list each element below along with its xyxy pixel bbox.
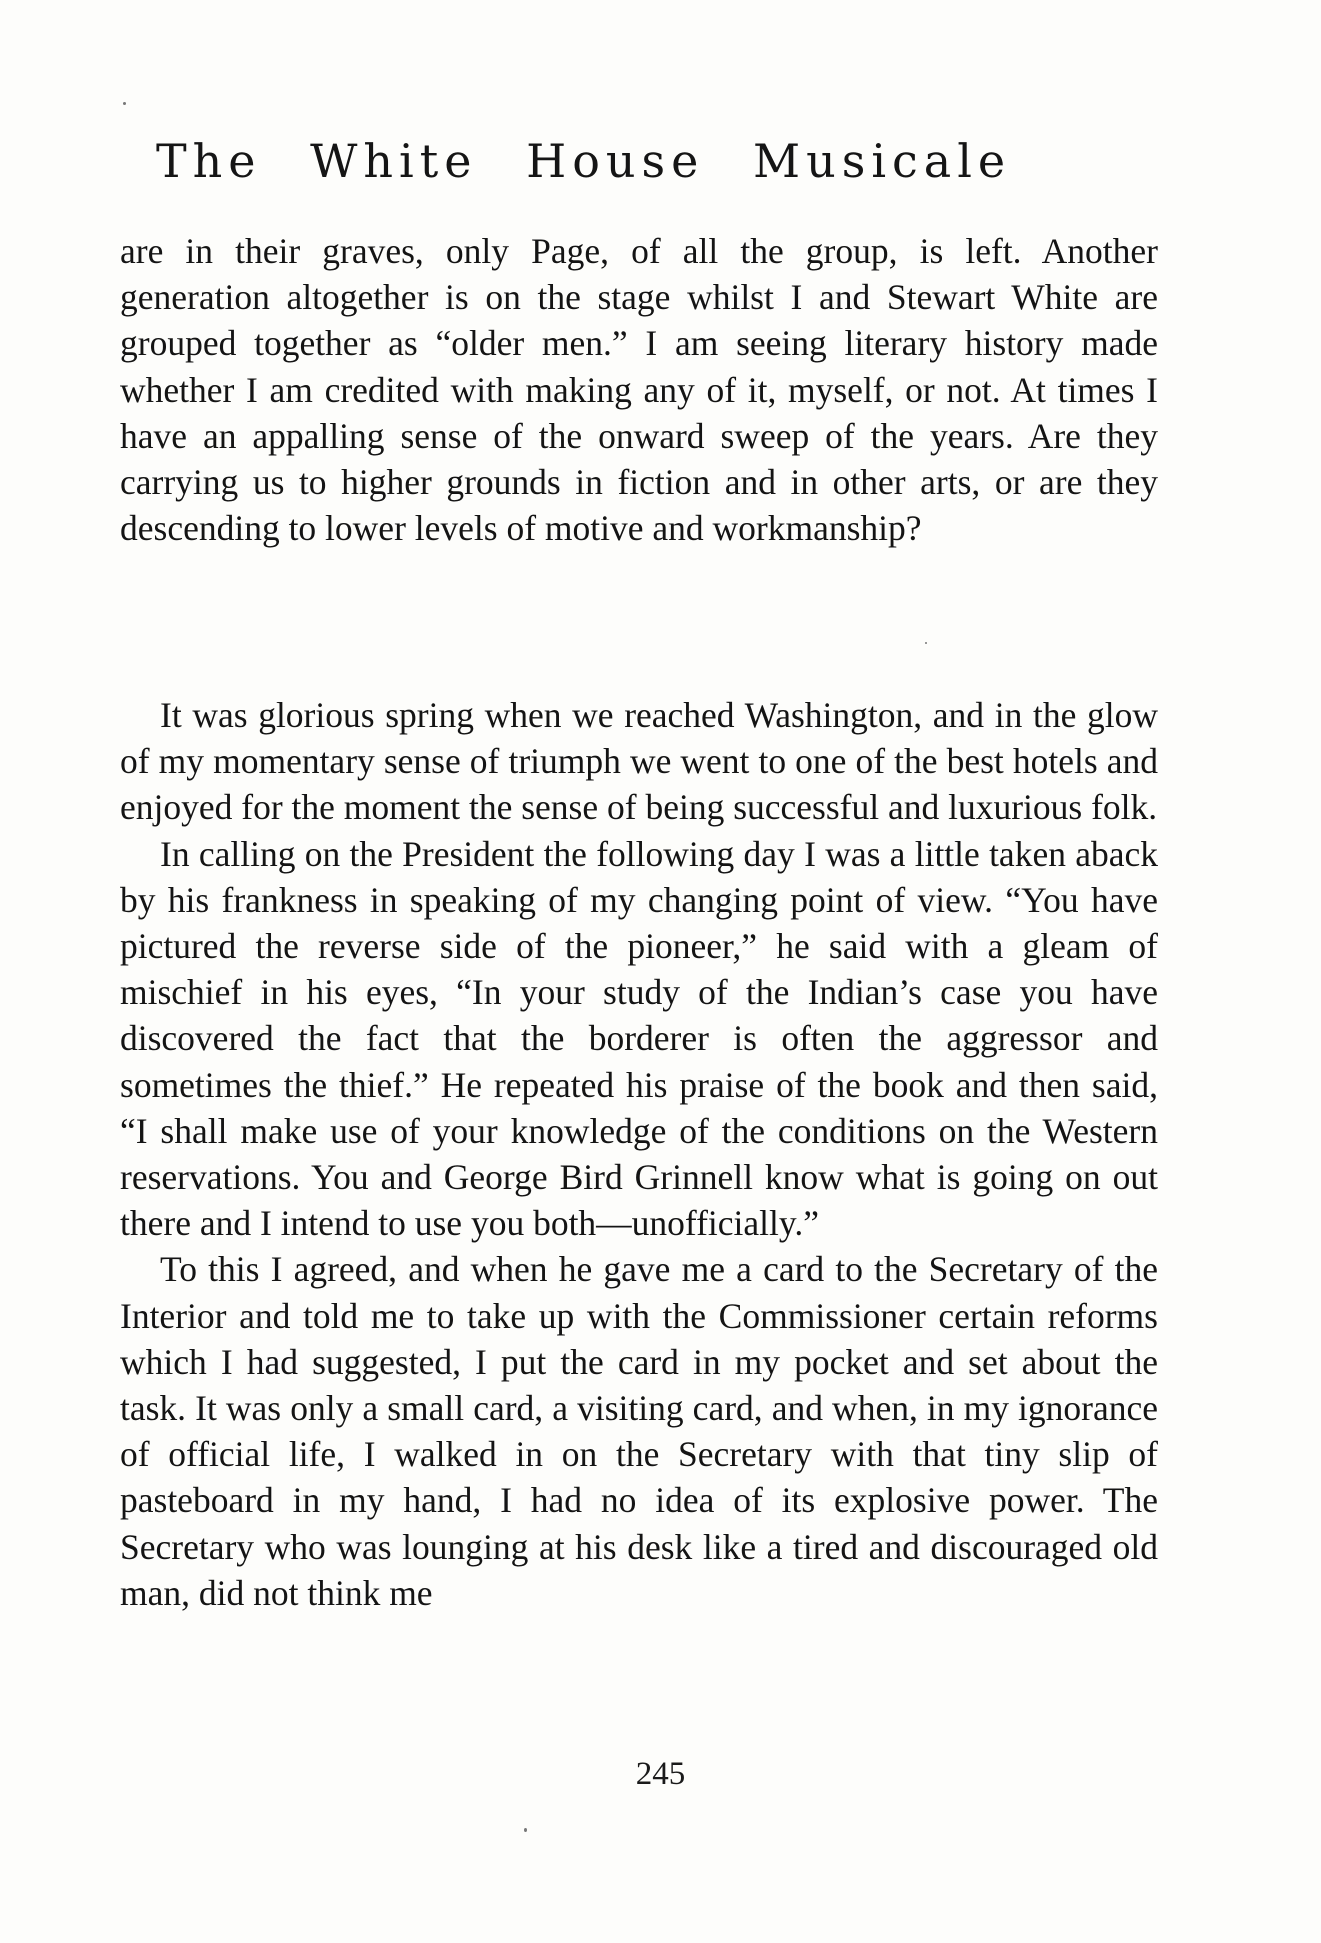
page-number: 245 (635, 1756, 686, 1792)
continuation-block (120, 228, 1158, 551)
continuation-paragraph: are in their graves, only Page, of all the group, is left. Another generation altogether is on the stage whilst I and Stewart White are grouped together as “older men.” I am seeing literary history made whether I am credited with making any of it, myself, or not. At times I have an appalling sense of the onward sweep of the years. Are they carrying us to higher grounds in fiction and in other arts, or are they descending to lower levels of motive and workmanship? (120, 231, 1158, 549)
paragraph-secretary-card: To this I agreed, and when he gave me a card to the Secretary of the Interior and told me to take up with the Commissioner certain reforms which I had suggested, I put the card in my pocket and set about the task. It was only a small card, a visiting card, and when, in my ignorance of official life, I walked in on the Secretary with that tiny slip of pasteboard in my hand, I had no idea of its explosive power. The Secretary who was lounging at his desk like a tired and discouraged old man, did not think me (120, 1249, 1158, 1613)
scan-speck (524, 1828, 527, 1832)
scan-speck (925, 642, 927, 644)
paragraph-arrival-washington: It was glorious spring when we reached Washington, and in the glow of my momentary sense of triumph we went to one of the best hotels and enjoyed for the moment the sense of being successful and luxurious folk. (120, 695, 1158, 828)
paragraph-president-call: In calling on the President the following day I was a little taken aback by his frankness in speaking of my changing point of view. “You have pictured the reverse side of the pioneer,” he said with a gleam of mischief in his eyes, “In your study of the Indian’s case you have discovered the fact that the borderer is often the aggressor and sometimes the thief.” He repeated his praise of the book and then said, “I shall make use of your knowledge of the conditions on the Western reservations. You and George Bird Grinnell know what is going on out there and I intend to use you both—unofficially.” (120, 833, 1158, 1244)
scan-speck (123, 102, 126, 105)
main-text-block (120, 692, 1158, 1616)
running-head: The White House Musicale (156, 134, 1012, 188)
